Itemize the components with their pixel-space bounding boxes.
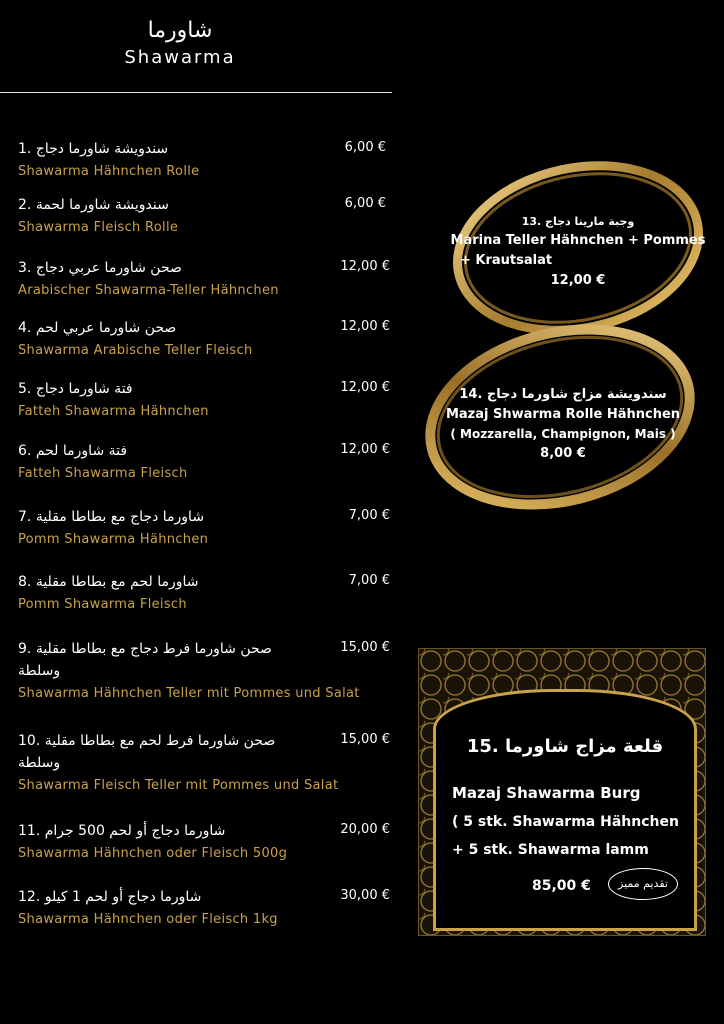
item-price: 12,00 €: [340, 442, 390, 457]
item-arabic: صحن شاورما عربي لحم .4: [18, 320, 177, 336]
menu-item: [18, 571, 390, 612]
special-badge: تقديم مميز: [608, 868, 678, 900]
menu-item: [18, 440, 390, 481]
item-price: 6,00 €: [344, 196, 386, 211]
item-german: Shawarma Hähnchen oder Fleisch 500g: [18, 846, 288, 861]
featured-card-15: [418, 648, 706, 936]
item-price: 6,00 €: [344, 140, 386, 155]
item-price: 12,00 €: [340, 319, 390, 334]
item-german: Fatteh Shawarma Fleisch: [18, 466, 188, 481]
title-arabic: شاورما: [147, 18, 213, 43]
item-arabic: سندويشة شاورما لحمة .2: [18, 197, 169, 213]
arch-frame: [433, 689, 697, 931]
featured14-line1: Mazaj Shwarma Rolle Hähnchen: [445, 407, 681, 422]
menu-item: [18, 820, 390, 861]
menu-item: [18, 506, 390, 547]
menu-item: [18, 317, 390, 358]
item-german: Shawarma Hähnchen Rolle: [18, 164, 200, 179]
item-price: 15,00 €: [340, 640, 390, 655]
item-german: Fatteh Shawarma Hähnchen: [18, 404, 209, 419]
item-price: 12,00 €: [340, 380, 390, 395]
featured13-line1: Marina Teller Hähnchen + Pommes: [450, 233, 706, 248]
item-german: Shawarma Hähnchen Teller mit Pommes und Salat: [18, 686, 360, 701]
item-price: 7,00 €: [348, 508, 390, 523]
menu-item: [18, 730, 390, 793]
item-price: 15,00 €: [340, 732, 390, 747]
featured13-arabic: وجبة مارينا دجاج .13: [521, 215, 635, 228]
featured14-line2: ( Mozzarella, Champignon, Mais ): [450, 427, 676, 441]
item-arabic: صحن شاورما عربي دجاج .3: [18, 260, 182, 276]
menu-item: [18, 378, 390, 419]
menu-item: [18, 138, 390, 179]
item-price: 12,00 €: [340, 259, 390, 274]
featured14-price: 8,00 €: [540, 446, 586, 461]
header-divider: [0, 92, 392, 93]
page-header: [0, 18, 390, 68]
item-german: Shawarma Fleisch Rolle: [18, 220, 179, 235]
item-arabic: شاورما دجاج أو لحم 1 كيلو .12: [18, 889, 202, 905]
item-german: Shawarma Arabische Teller Fleisch: [18, 343, 253, 358]
item-price: 7,00 €: [348, 573, 390, 588]
burg-line2: ( 5 stk. Shawarma Hähnchen: [452, 814, 679, 830]
item-arabic: صحن شاورما فرط لحم مع بطاطا مقلية .10 وسلطة: [18, 733, 276, 771]
item-price: 20,00 €: [340, 822, 390, 837]
title-english: Shawarma: [124, 47, 236, 68]
featured-card-14: [418, 322, 708, 512]
item-german: Pomm Shawarma Fleisch: [18, 597, 187, 612]
item-arabic: سندويشة شاورما دجاج .1: [18, 141, 169, 157]
featured13-line2: + Krautsalat: [460, 253, 553, 268]
burg-price: 85,00 €: [532, 878, 591, 894]
item-arabic: فتة شاورما لحم .6: [18, 443, 128, 459]
item-arabic: صحن شاورما فرط دجاج مع بطاطا مقلية .9 وسلطة: [18, 641, 272, 679]
item-german: Arabischer Shawarma-Teller Hähnchen: [18, 283, 279, 298]
item-arabic: شاورما لحم مع بطاطا مقلية .8: [18, 574, 199, 590]
item-arabic: شاورما دجاج مع بطاطا مقلية .7: [18, 509, 205, 525]
menu-item: [18, 257, 390, 298]
item-arabic: شاورما دجاج أو لحم 500 جرام .11: [18, 823, 226, 839]
menu-item: [18, 886, 390, 927]
item-german: Shawarma Fleisch Teller mit Pommes und Salat: [18, 778, 339, 793]
item-price: 30,00 €: [340, 888, 390, 903]
item-german: Pomm Shawarma Hähnchen: [18, 532, 209, 547]
menu-item: [18, 638, 390, 701]
burg-title: قلعة مزاج شاورما .15: [466, 736, 664, 757]
menu-item: [18, 194, 390, 235]
burg-line3: + 5 stk. Shawarma lamm: [452, 842, 649, 858]
featured13-price: 12,00 €: [550, 273, 606, 288]
featured-card-13: [448, 158, 708, 338]
item-arabic: فتة شاورما دجاج .5: [18, 381, 133, 397]
burg-line1: Mazaj Shawarma Burg: [452, 784, 641, 802]
featured14-arabic: سندويشة مزاج شاورما دجاج .14: [459, 387, 667, 402]
item-german: Shawarma Hähnchen oder Fleisch 1kg: [18, 912, 278, 927]
